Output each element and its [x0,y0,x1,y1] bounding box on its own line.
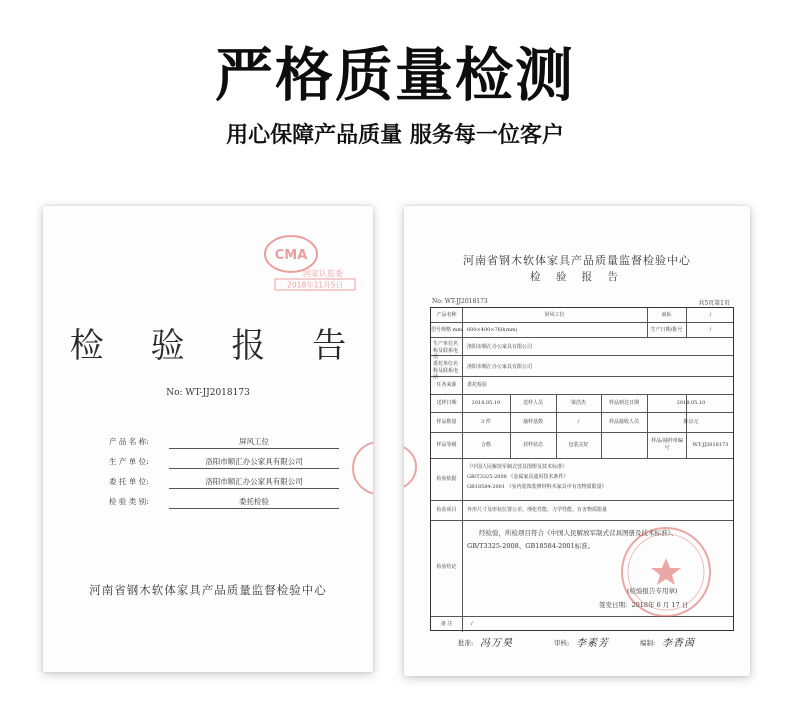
svg-text:国家认监委: 国家认监委 [303,269,343,278]
review-signature: 李素芳 [576,638,609,649]
value-client: 洛阳市顺汇办公家具有限公司 [467,364,533,370]
approve-label: 批准: [458,639,474,647]
label-arrive-date: 样品到达日期 [608,400,639,406]
label-quantity: 样品数量 [436,419,457,425]
label-task-source: 任务来源 [436,382,457,388]
value-batch: / [709,327,712,333]
cover-report-number: No: WT-JJ2018173 [166,388,250,398]
issue-date: 签发日期：2018年 6 月 17 日 [599,601,689,609]
basis-line: GB18584-2001 《室内装饰装修材料木家具中有害物质限量》 [467,484,607,490]
conclusion-line: 经检验，所检项目符合《中国人民解放军制式营具图册及技术标准》、 [479,529,678,537]
report-number: No: WT-JJ2018173 [432,298,488,305]
value-producer: 洛阳市顺汇办公家具有限公司 [467,344,533,350]
field-value: 委托检验 [169,496,339,509]
compile-label: 编制: [640,639,656,647]
value-send-date: 2018.05.10 [471,400,501,406]
basis-line: 《中国人民解放军制式营具图册及技术标准》 [467,464,568,470]
report-detail-page [404,206,750,676]
approve-signature: 冯万昊 [480,638,513,649]
value-remark: / [471,621,473,627]
value-product-name: 屏风工位 [544,312,565,318]
field-label: 生 产 单 位: [109,457,149,466]
label-send-date: 送样日期 [436,400,457,406]
value-seal-state: 包装完好 [568,442,589,448]
headline-title: 严格质量检测 [214,41,575,109]
field-label: 委 托 单 位: [109,477,149,486]
label-client: 委托单位名称及联系电话 [433,361,459,380]
label-product-name: 产品名称 [436,312,457,318]
field-value: 洛阳市顺汇办公家具有限公司 [169,456,339,469]
cover-issuer: 河南省钢木软体家具产品质量监督检验中心 [89,583,327,597]
field-product-name [109,434,349,448]
label-trademark: 商标 [661,312,672,318]
label-remark: 备 注 [440,621,453,627]
field-value: 洛阳市顺汇办公家具有限公司 [169,476,339,489]
field-client [109,474,349,488]
value-items: 外形尺寸及形状位置公差、理化性能、力学性能、有害物质限量 [467,507,608,513]
value-grade: 合格 [480,442,491,448]
field-value: 屏风工位 [169,436,339,449]
page-indicator: 共5页第1页 [698,300,730,307]
headline-subtitle: 用心保障产品质量 服务每一位客户 [226,123,564,148]
inspection-seal [618,524,714,620]
conclusion-line: GB/T3325-2008、GB18584-2001标准。 [467,542,595,550]
label-receiver: 样品接收人员 [608,419,639,425]
report-org-title: 河南省钢木软体家具产品质量监督检验中心 [463,254,691,267]
field-producer [109,454,349,468]
label-producer: 生产单位名称及联系电话 [433,341,459,360]
label-sender: 送样人员 [522,400,543,406]
label-model: 型号规格 mm [431,327,463,333]
certification-stamp [261,230,361,294]
label-conclusion: 检验结论 [436,564,457,570]
label-batch: 生产日期/批号 [650,327,683,333]
seal-note: (检验报告专用章) [627,587,678,595]
edge-seal-fragment [404,442,418,492]
svg-text:2018年11月5日: 2018年11月5日 [287,280,343,290]
cover-title: 检 验 报 告 [69,326,365,366]
label-items: 检验项目 [436,507,457,513]
compile-signature: 李香茵 [662,638,695,649]
value-sample-number: WT-JJ2018173 [692,442,729,448]
value-sender: 梁浩杰 [570,400,586,406]
edge-seal-fragment [349,438,373,498]
label-sampling-base: 抽样基数 [522,419,543,425]
field-label: 产 品 名 称: [109,437,149,446]
label-grade: 样品等级 [436,442,457,448]
value-quantity: 3 件 [481,419,491,425]
report-subtitle: 检 验 报 告 [529,271,624,283]
basis-line: GB/T3325-2008 《金属家具通用技术条件》 [467,474,569,480]
value-model: 600×400×760(mm) [467,327,518,333]
field-label: 检 验 类 别: [109,497,149,506]
value-trademark: / [709,312,712,318]
value-sampling-base: / [577,419,580,425]
svg-text:CMA: CMA [274,248,308,263]
label-basis: 检验依据 [436,476,457,482]
value-task-source: 委托检验 [467,382,488,388]
review-label: 审核: [554,639,570,647]
field-inspection-type [109,494,349,508]
label-seal-state: 封样状态 [522,442,543,448]
label-sample-number: 样品/抽样单编号 [651,438,683,451]
value-receiver: 陈京元 [683,419,699,425]
report-cover-page [43,206,373,672]
value-arrive-date: 2018.05.10 [676,400,706,406]
